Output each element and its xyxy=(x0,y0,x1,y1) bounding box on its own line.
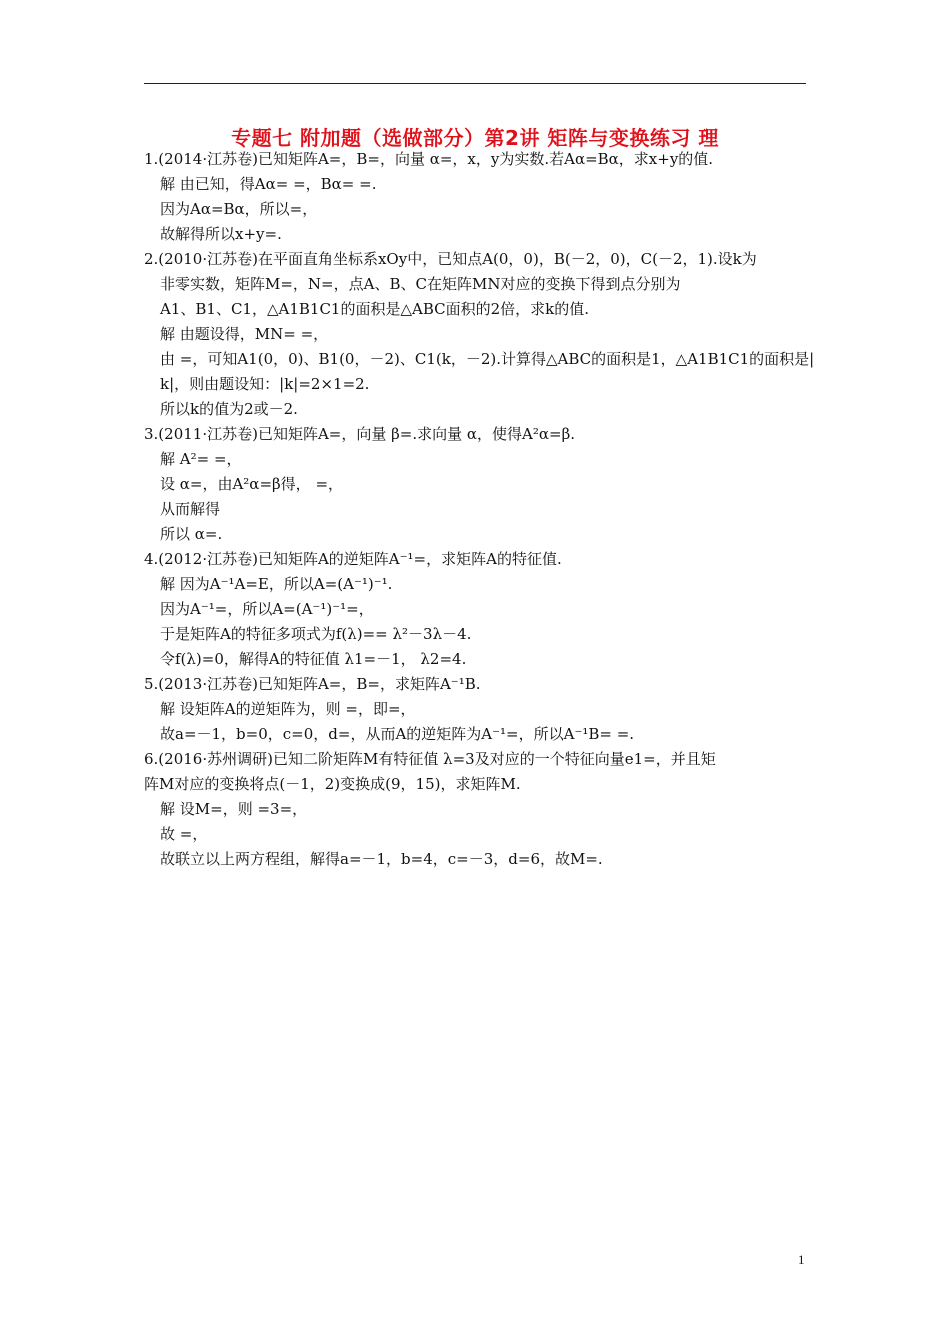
text-line: 4.(2012·江苏卷)已知矩阵A的逆矩阵A⁻¹=，求矩阵A的特征值. xyxy=(144,550,562,568)
text-line: 解 因为A⁻¹A=E，所以A=(A⁻¹)⁻¹. xyxy=(160,575,393,593)
text-line: 故 =， xyxy=(160,825,208,843)
text-line: 故联立以上两方程组，解得a=－1，b=4，c=－3，d=6，故M=. xyxy=(160,850,603,868)
text-line: 2.(2010·江苏卷)在平面直角坐标系xOy中，已知点A(0，0)，B(－2，0)，C(－2，1).设k为 xyxy=(144,250,757,268)
text-line: 非零实数，矩阵M=，N=，点A、B、C在矩阵MN对应的变换下得到点分别为 xyxy=(160,275,681,293)
text-line: 设 α=，由A²α=β得， =， xyxy=(160,475,344,493)
text-line: 解 设M=，则 =3=， xyxy=(160,800,308,818)
text-line: 3.(2011·江苏卷)已知矩阵A=，向量 β=.求向量 α，使得A²α=β. xyxy=(144,425,576,443)
text-line: 从而解得 xyxy=(160,500,221,518)
page-number: 1 xyxy=(798,1252,805,1267)
text-line: 故解得所以x+y=. xyxy=(160,225,282,243)
text-line: 1.(2014·江苏卷)已知矩阵A=，B=，向量 α=，x，y为实数.若Aα=Bα，求x+y的值. xyxy=(144,150,714,168)
text-line: 令f(λ)=0，解得A的特征值 λ1=－1， λ2=4. xyxy=(160,650,467,668)
text-line: 于是矩阵A的特征多项式为f(λ)== λ²－3λ－4. xyxy=(160,625,472,643)
text-line: 解 A²= =， xyxy=(160,450,242,468)
text-line: 所以 α=. xyxy=(160,525,223,543)
text-line: k|，则由题设知：|k|=2×1=2. xyxy=(160,375,370,393)
text-line: 因为Aα=Bα，所以=， xyxy=(160,200,318,218)
text-line: 解 设矩阵A的逆矩阵为，则 =，即=， xyxy=(160,700,416,718)
document-title: 专题七 附加题（选做部分）第2讲 矩阵与变换练习 理 xyxy=(231,126,719,150)
text-line: 由 =，可知A1(0，0)、B1(0，－2)、C1(k，－2).计算得△ABC的面积是1，△A1B1C1的面积是| xyxy=(160,350,815,368)
text-line: A1、B1、C1，△A1B1C1的面积是△ABC面积的2倍，求k的值. xyxy=(160,300,590,318)
text-line: 所以k的值为2或－2. xyxy=(160,400,298,418)
text-line: 5.(2013·江苏卷)已知矩阵A=，B=，求矩阵A⁻¹B. xyxy=(144,675,481,693)
text-line: 解 由题设得，MN= =， xyxy=(160,325,329,343)
text-line: 因为A⁻¹=，所以A=(A⁻¹)⁻¹=， xyxy=(160,600,374,618)
text-line: 故a=－1，b=0，c=0，d=，从而A的逆矩阵为A⁻¹=，所以A⁻¹B= =. xyxy=(160,725,635,743)
text-line: 解 由已知，得Aα= =，Bα= =. xyxy=(160,175,377,193)
text-line: 阵M对应的变换将点(－1，2)变换成(9，15)，求矩阵M. xyxy=(144,775,521,793)
document-body xyxy=(144,147,815,872)
text-line: 6.(2016·苏州调研)已知二阶矩阵M有特征值 λ=3及对应的一个特征向量e1=，并且矩 xyxy=(144,750,716,768)
header-rule xyxy=(144,83,806,84)
